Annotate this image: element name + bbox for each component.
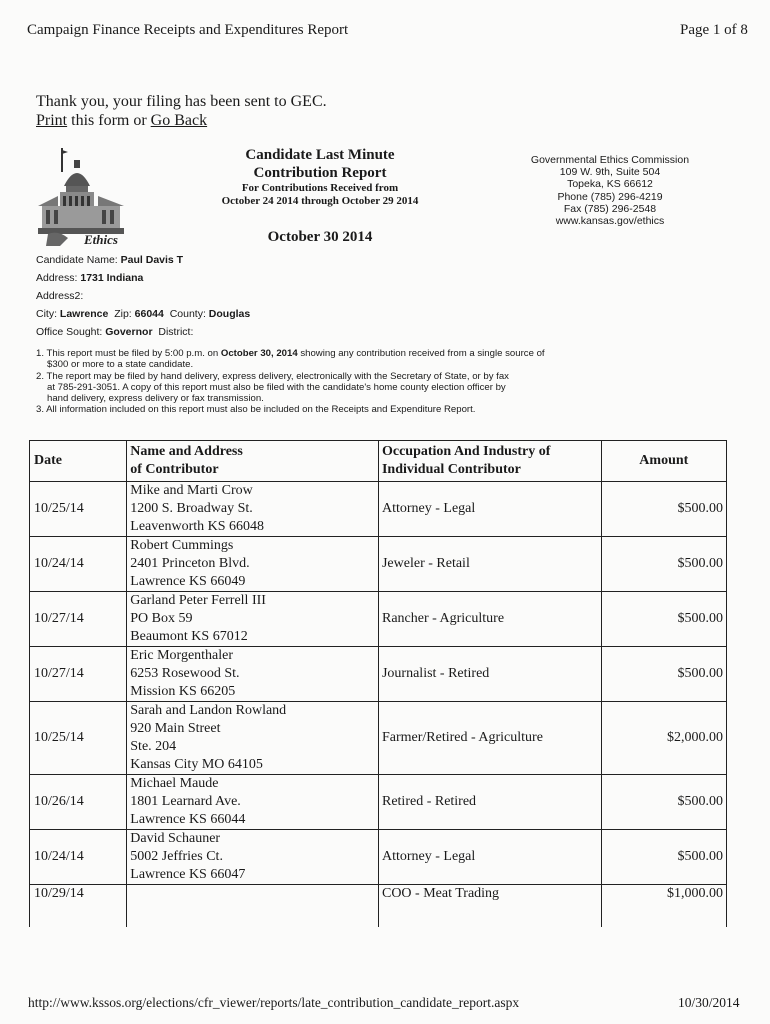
cell-occupation: Journalist - Retired <box>378 647 601 702</box>
thanks-message: Thank you, your filing has been sent to GEC. <box>36 93 327 110</box>
col-header-amount: Amount <box>601 441 726 482</box>
contributor-line: Eric Morgenthaler <box>130 648 234 663</box>
candidate-office: Governor <box>105 326 153 338</box>
contributor-line: Lawrence KS 66049 <box>130 574 246 589</box>
contributor-line: Sarah and Landon Rowland <box>130 703 287 718</box>
footer-url: http://www.kssos.org/elections/cfr_viewer/reports/late_contribution_candidate_report.aspx <box>28 995 520 1010</box>
report-title: Candidate Last Minute Contribution Report <box>245 147 395 181</box>
report-date: October 30 2014 <box>267 229 373 245</box>
commission-address: Governmental Ethics Commission 109 W. 9th, Suite 504 Topeka, KS 66612 Phone (785) 296-4219 Fax (785) 296-2548 www.kansas.gov/ethics <box>530 154 690 228</box>
footer-date: 10/30/2014 <box>678 995 740 1010</box>
cell-amount: $500.00 <box>601 537 726 592</box>
report-header-title: Campaign Finance Receipts and Expenditures Report <box>27 22 349 38</box>
cell-amount: $2,000.00 <box>601 702 726 775</box>
cell-occupation: Retired - Retired <box>378 775 601 830</box>
instruction-2: 2. The report may be filed by hand delivery, express delivery, electronically with the Secretary of State, or by fax <box>36 370 509 382</box>
table-row <box>30 885 727 928</box>
cell-contributor <box>127 775 379 830</box>
contributor-line: Beaumont KS 67012 <box>130 629 248 644</box>
contributor-line: Mike and Marti Crow <box>130 483 253 498</box>
contributor-line: David Schauner <box>130 831 221 846</box>
contributor-line: Robert Cummings <box>130 538 234 553</box>
col-header-date: Date <box>30 441 127 482</box>
candidate-name-line: Candidate Name: Paul Davis T <box>36 254 184 266</box>
cell-date: 10/25/14 <box>30 482 127 537</box>
contributor-line: Leavenworth KS 66048 <box>130 519 265 534</box>
contributor-line: 2401 Princeton Blvd. <box>130 556 250 571</box>
action-links-text: this form or <box>67 112 151 129</box>
cell-date: 10/24/14 <box>30 830 127 885</box>
cell-occupation: Attorney - Legal <box>378 830 601 885</box>
candidate-city-line: City: Lawrence Zip: 66044 County: Douglas <box>36 308 251 320</box>
action-links <box>36 111 327 130</box>
table-row <box>30 537 727 592</box>
contributor-line: Ste. 204 <box>130 739 177 754</box>
table-row <box>30 482 727 537</box>
cell-contributor <box>127 592 379 647</box>
col-header-contributor: Name and Address of Contributor <box>127 441 379 482</box>
instruction-3: 3. All information included on this report must also be included on the Receipts and Expenditure Report. <box>36 404 476 416</box>
page-indicator: Page 1 of 8 <box>680 22 748 38</box>
table-row <box>30 647 727 702</box>
cell-contributor <box>127 482 379 537</box>
contributor-line: Garland Peter Ferrell III <box>130 593 266 608</box>
cell-occupation: Farmer/Retired - Agriculture <box>378 702 601 775</box>
cell-amount: $500.00 <box>601 775 726 830</box>
print-link[interactable]: Print <box>36 112 68 129</box>
cell-occupation: Jeweler - Retail <box>378 537 601 592</box>
cell-contributor <box>127 885 379 928</box>
candidate-office-line: Office Sought: Governor District: <box>36 326 194 338</box>
col-header-occupation: Occupation And Industry of Individual Contributor <box>378 441 601 482</box>
candidate-info <box>36 251 250 341</box>
cell-date: 10/25/14 <box>30 702 127 775</box>
contributor-line: PO Box 59 <box>130 611 193 626</box>
cell-contributor <box>127 702 379 775</box>
cell-date: 10/29/14 <box>30 885 127 928</box>
candidate-name: Paul Davis T <box>120 254 184 266</box>
contributor-line: Lawrence KS 66044 <box>130 812 246 827</box>
table-row <box>30 592 727 647</box>
cell-amount: $500.00 <box>601 482 726 537</box>
cell-occupation: COO - Meat Trading <box>378 885 601 928</box>
contributor-line: 6253 Rosewood St. <box>130 666 240 681</box>
contributor-line: 920 Main Street <box>130 721 221 736</box>
candidate-address2-line: Address2: <box>36 290 84 302</box>
contributor-line: Kansas City MO 64105 <box>130 757 263 772</box>
table-row <box>30 702 727 775</box>
go-back-link[interactable]: Go Back <box>150 112 208 129</box>
cell-amount: $1,000.00 <box>601 885 726 928</box>
cell-amount: $500.00 <box>601 592 726 647</box>
cell-contributor <box>127 830 379 885</box>
cell-amount: $500.00 <box>601 830 726 885</box>
capitol-ethics-logo <box>38 146 124 246</box>
candidate-address-line: Address: 1731 Indiana <box>36 272 144 284</box>
cell-occupation: Attorney - Legal <box>378 482 601 537</box>
cell-date: 10/27/14 <box>30 592 127 647</box>
contributor-line: 1200 S. Broadway St. <box>130 501 253 516</box>
contributor-line: 1801 Learnard Ave. <box>130 794 241 809</box>
contributions-body <box>30 482 727 928</box>
cell-date: 10/24/14 <box>30 537 127 592</box>
table-header-row <box>30 441 727 482</box>
contributions-table <box>29 440 727 927</box>
cell-amount: $500.00 <box>601 647 726 702</box>
cell-date: 10/27/14 <box>30 647 127 702</box>
contributor-line: Mission KS 66205 <box>130 684 236 699</box>
contributor-line: 5002 Jeffries Ct. <box>130 849 223 864</box>
filing-instructions: 1. This report must be filed by 5:00 p.m. on October 30, 2014 showing any contribution received from a single source of $300 or more to a state candidate. 2. The report may be filed by hand delivery, express delivery, electronically with the Secretary of State, or by fax at 785-291-3051. A copy of this report must also be filed with the candidate's home county election officer by hand delivery, express delivery or fax transmission. 3. All information included on this report must also be included on the Receipts and Expenditure Report. <box>36 348 676 416</box>
candidate-address: 1731 Indiana <box>80 272 144 284</box>
cell-contributor <box>127 537 379 592</box>
filing-notice <box>36 92 327 130</box>
report-period: For Contributions Received from October 24 2014 through October 29 2014 <box>221 182 419 207</box>
table-row <box>30 775 727 830</box>
cell-contributor <box>127 647 379 702</box>
capitol-building-icon <box>38 146 124 246</box>
instruction-1: 1. This report must be filed by 5:00 p.m. on October 30, 2014 showing any contribution received from a single source of <box>36 348 545 359</box>
logo-caption: Ethics <box>84 232 118 246</box>
cell-date: 10/26/14 <box>30 775 127 830</box>
contributor-line: Michael Maude <box>130 776 219 791</box>
cell-occupation: Rancher - Agriculture <box>378 592 601 647</box>
table-row <box>30 830 727 885</box>
contributor-line: Lawrence KS 66047 <box>130 867 246 882</box>
